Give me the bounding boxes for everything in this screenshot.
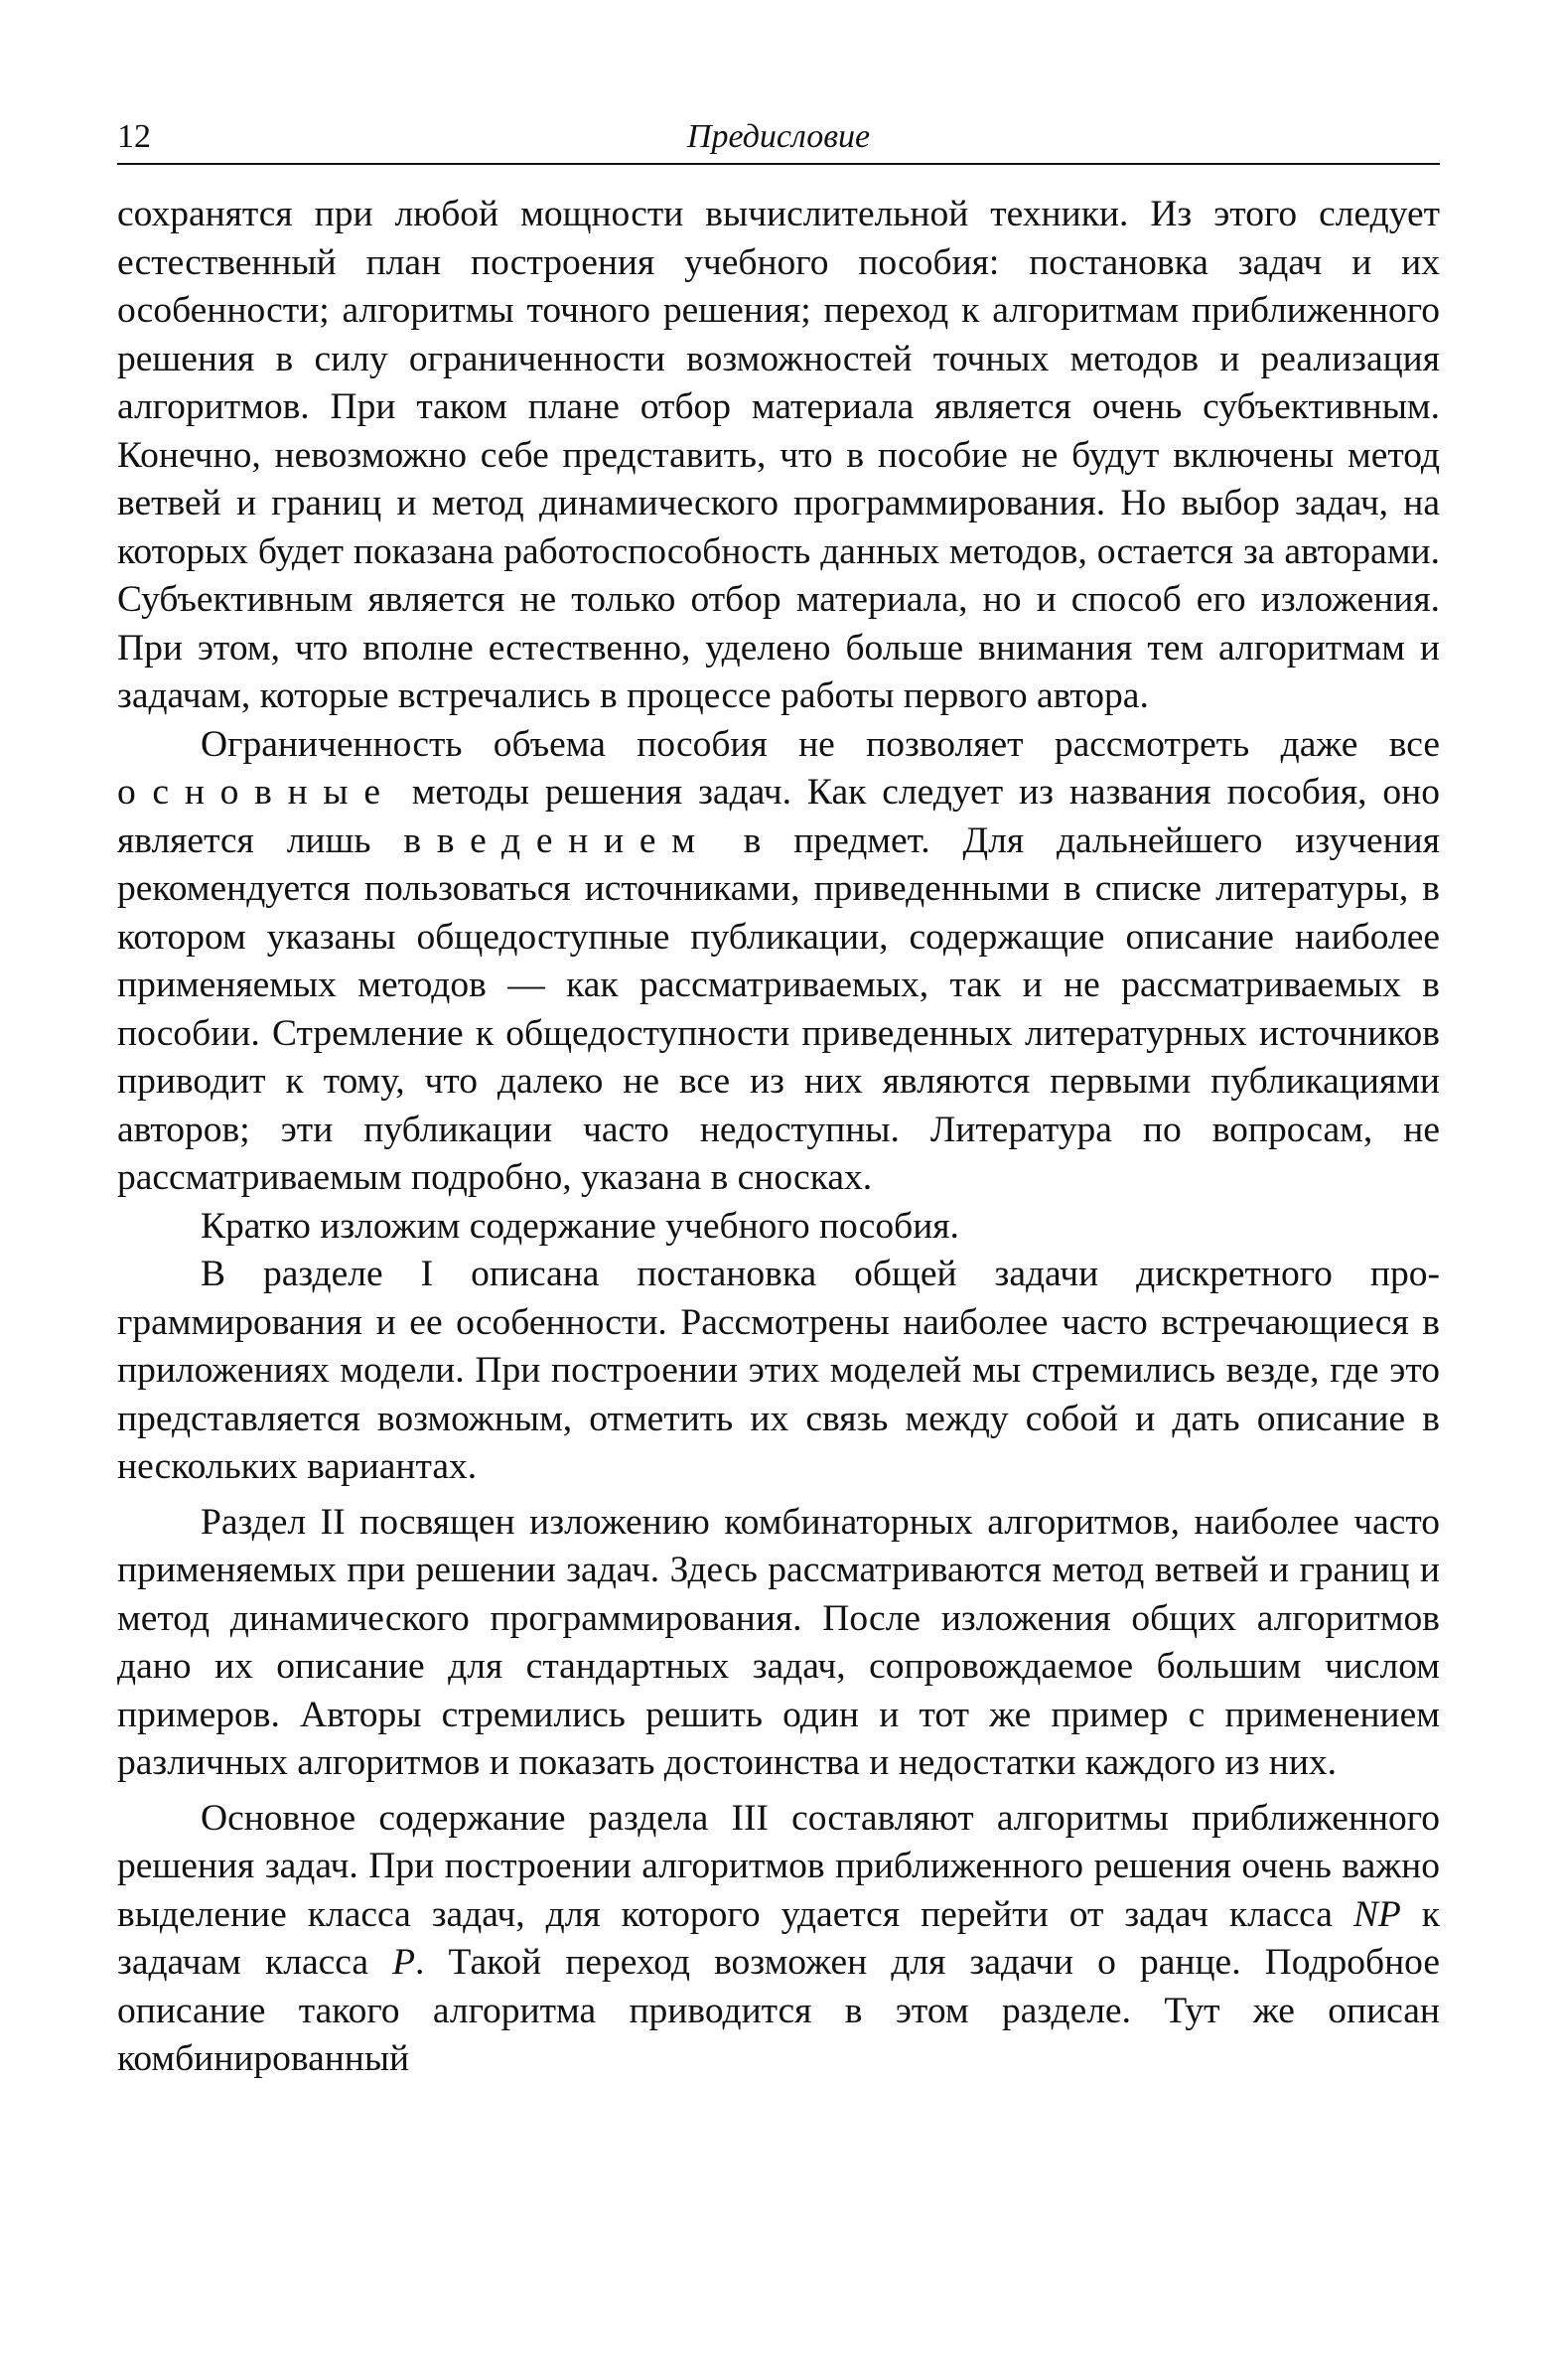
- paragraph-section-3: [117, 1795, 1440, 2084]
- math-class-np: NP: [1352, 1893, 1401, 1935]
- paragraph-scope-text-3: в предмет. Для дальнейшего изучения рекомендуется пользоваться источниками, приведенными в списке литературы, в котором указаны общедоступные публикации, содержащие описание наиболее применяемых методов — как рассматриваемых, так и не рассматриваемых в пособии. Стремление к общедоступности приведенных литературных источников приводит к тому, что далеко не все из них являются первыми публикациями авторов; эти публикации часто недоступны. Литература по вопросам, не рассматриваемым подробно, указана в сносках.: [117, 819, 1440, 1198]
- paragraph-scope-text-2: методы решения задач. Как следует из названия пособия, оно является лишь: [117, 772, 1440, 861]
- running-head: [117, 103, 1440, 165]
- emphasis-vvedeniem: введением: [403, 819, 711, 861]
- page-number: 12: [117, 118, 151, 155]
- chapter-title: Предисловие: [686, 118, 871, 155]
- paragraph-section-3-text-2: к задачам класса: [117, 1893, 1440, 1983]
- paragraph-scope: [117, 721, 1440, 1203]
- book-page: [117, 103, 1440, 2348]
- paragraph-scope-text-1: Ограниченность объема пособия не позволяет рассмотреть даже все: [201, 723, 1440, 765]
- paragraph-section-2: Раздел II посвящен изложению комбинаторных алгоритмов, наиболее часто применяемых при решении задач. Здесь рассматриваются метод ветвей и границ и метод динамического программирования. После изложения общих алгоритмов дано их описание для стандартных задач, сопровождаемое большим числом примеров. Авторы стремились решить один и тот же пример с применением различных алгоритмов и показать достоинства и недостатки каждого из них.: [117, 1501, 1440, 1783]
- paragraph-section-1: В разделе I описана постановка общей задачи дискретного программирования и ее особенности. Рассмотрены наиболее часто встречающиеся в приложениях модели. При построении этих моделей мы стремились везде, где это представляется возможным, отметить их связь между собой и дать описание в нескольких вариантах.: [117, 1254, 1440, 1487]
- body-text: [117, 191, 1440, 2084]
- paragraph-continuation: сохранятся при любой мощности вычислительной техники. Из этого следует естественный план построения учебного пособия: постановка задач и их особенности; алгоритмы точного решения; переход к алгоритмам приближенного решения в силу ограниченности возможностей точных методов и реализация алгоритмов. При таком плане отбор материала является очень субъективным. Конечно, невозможно себе представить, что в пособие не будут включены метод ветвей и границ и метод динамического программирования. Но выбор задач, на которых будет показана работоспособность данных методов, остается за авторами. Субъективным является не только отбор материала, но и способ его изложения. При этом, что вполне естественно, уделено больше внимания тем алгоритмам и задачам, которые встречались в процессе работы первого автора.: [117, 194, 1440, 716]
- paragraph-summary-intro: Кратко изложим содержание учебного пособия.: [201, 1205, 959, 1247]
- paragraph-section-3-text-3: . Такой переход возможен для задачи о ранце. Подробное описание такого алгоритма приводится в этом разделе. Тут же описан комбинированный: [117, 1942, 1440, 2079]
- math-class-p: P: [392, 1942, 415, 1983]
- paragraph-section-3-text-1: Основное содержание раздела III составляют алгоритмы приближенного решения задач. При построении алгоритмов приближенного решения очень важно выделение класса задач, для которого удается перейти от задач класса: [117, 1797, 1440, 1935]
- emphasis-osnovnye: основные: [117, 772, 396, 813]
